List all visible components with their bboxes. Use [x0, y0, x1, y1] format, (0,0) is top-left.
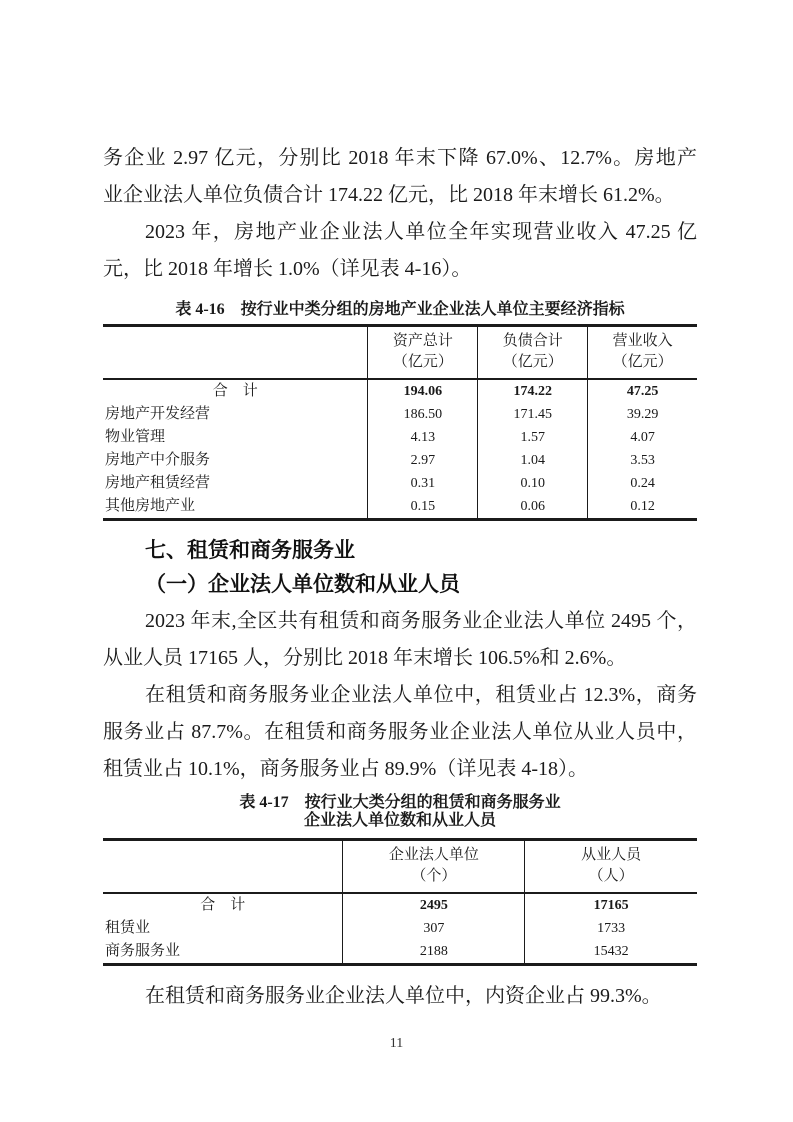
- paragraph-domestic-share: 在租赁和商务服务业企业法人单位中，内资企业占 99.3%。: [145, 985, 662, 1007]
- body-line: 从业人员 17165 人，分别比 2018 年末增长 106.5%和 2.6%。: [103, 647, 627, 669]
- table-row-total: [103, 893, 697, 917]
- section-heading: 七、租赁和商务服务业: [145, 539, 355, 562]
- body-line: 服务业占 87.7%。在租赁和商务服务业企业法人单位从业人员中，: [103, 721, 697, 743]
- table-row: [103, 495, 697, 520]
- table-row: [103, 449, 697, 472]
- table-4-16-header-blank: [103, 326, 368, 380]
- cell-value: 194.06: [368, 379, 478, 403]
- table-4-16-title: 表 4-16 按行业中类分组的房地产业企业法人单位主要经济指标: [175, 301, 625, 318]
- cell-value: 186.50: [368, 403, 478, 426]
- column-header-unit: （亿元）: [392, 354, 453, 370]
- table-4-17-title: [103, 794, 697, 830]
- column-header-unit: （人）: [588, 868, 634, 884]
- body-line: 务企业 2.97 亿元，分别比 2018 年末下降 67.0%、12.7%。房地产: [103, 147, 697, 169]
- table-4-17-title-line1: 表 4-17 按行业大类分组的租赁和商务服务业: [239, 794, 561, 811]
- table-4-16-header: [103, 326, 697, 380]
- table-4-17: [103, 838, 697, 966]
- column-header-label: 从业人员: [581, 847, 642, 863]
- table-4-16-header-assets: [368, 326, 478, 380]
- cell-value: 2188: [343, 940, 525, 965]
- row-label: 商务服务业: [105, 943, 181, 959]
- cell-value: 0.31: [368, 472, 478, 495]
- cell-value: 17165: [525, 893, 697, 917]
- page-content: [103, 140, 697, 1015]
- cell-value: 0.15: [368, 495, 478, 520]
- cell-value: 0.06: [478, 495, 588, 520]
- row-label: 房地产中介服务: [105, 452, 211, 468]
- row-label: 合 计: [200, 897, 246, 913]
- body-line: 元，比 2018 年增长 1.0%（详见表 4-16）。: [103, 258, 472, 280]
- row-label: 租赁业: [105, 920, 151, 936]
- table-row-total: [103, 379, 697, 403]
- table-4-16-header-revenue: [588, 326, 697, 380]
- cell-value: 0.24: [588, 472, 697, 495]
- cell-value: 2.97: [368, 449, 478, 472]
- cell-value: 0.10: [478, 472, 588, 495]
- row-label: 其他房地产业: [105, 498, 196, 514]
- cell-value: 2495: [343, 893, 525, 917]
- cell-value: 307: [343, 917, 525, 940]
- cell-value: 1733: [525, 917, 697, 940]
- body-line: 在租赁和商务服务业企业法人单位中，租赁业占 12.3%，商务: [145, 684, 697, 706]
- row-label: 物业管理: [105, 429, 166, 445]
- cell-value: 0.12: [588, 495, 697, 520]
- body-line: 租赁业占 10.1%，商务服务业占 89.9%（详见表 4-18）。: [103, 758, 588, 780]
- cell-value: 174.22: [478, 379, 588, 403]
- body-line: 业企业法人单位负债合计 174.22 亿元，比 2018 年末增长 61.2%。: [103, 184, 675, 206]
- paragraph-leasing-units: [103, 603, 697, 677]
- table-row: [103, 472, 697, 495]
- row-label: 合 计: [212, 383, 258, 399]
- cell-value: 47.25: [588, 379, 697, 403]
- paragraph-realestate-revenue: [103, 214, 697, 288]
- table-4-16: [103, 324, 697, 521]
- cell-value: 4.13: [368, 426, 478, 449]
- table-4-17-header-units: [343, 840, 525, 894]
- row-label: 房地产租赁经营: [105, 475, 211, 491]
- column-header-unit: （亿元）: [502, 354, 563, 370]
- table-4-17-header-blank: [103, 840, 343, 894]
- table-row: [103, 426, 697, 449]
- body-line: 2023 年，房地产业企业法人单位全年实现营业收入 47.25 亿: [145, 221, 697, 243]
- page-number: 11: [389, 1036, 404, 1051]
- column-header-label: 营业收入: [612, 333, 673, 349]
- row-label: 房地产开发经营: [105, 406, 211, 422]
- cell-value: 171.45: [478, 403, 588, 426]
- paragraph-realestate-assets: [103, 140, 697, 214]
- body-line: 2023 年末,全区共有租赁和商务服务业企业法人单位 2495 个，: [145, 610, 697, 632]
- column-header-label: 资产总计: [392, 333, 453, 349]
- cell-value: 4.07: [588, 426, 697, 449]
- cell-value: 1.04: [478, 449, 588, 472]
- table-row: [103, 403, 697, 426]
- subsection-heading: （一）企业法人单位数和从业人员: [145, 572, 460, 596]
- table-row: [103, 917, 697, 940]
- table-4-16-header-liabilities: [478, 326, 588, 380]
- table-4-17-header: [103, 840, 697, 894]
- column-header-label: 负债合计: [502, 333, 563, 349]
- cell-value: 1.57: [478, 426, 588, 449]
- table-4-17-title-line2: 企业法人单位数和从业人员: [303, 812, 496, 829]
- table-4-17-header-employees: [525, 840, 697, 894]
- cell-value: 39.29: [588, 403, 697, 426]
- paragraph-leasing-shares: [103, 677, 697, 788]
- cell-value: 3.53: [588, 449, 697, 472]
- column-header-unit: （亿元）: [612, 354, 673, 370]
- column-header-label: 企业法人单位: [388, 847, 479, 863]
- table-row: [103, 940, 697, 965]
- cell-value: 15432: [525, 940, 697, 965]
- column-header-unit: （个）: [411, 868, 457, 884]
